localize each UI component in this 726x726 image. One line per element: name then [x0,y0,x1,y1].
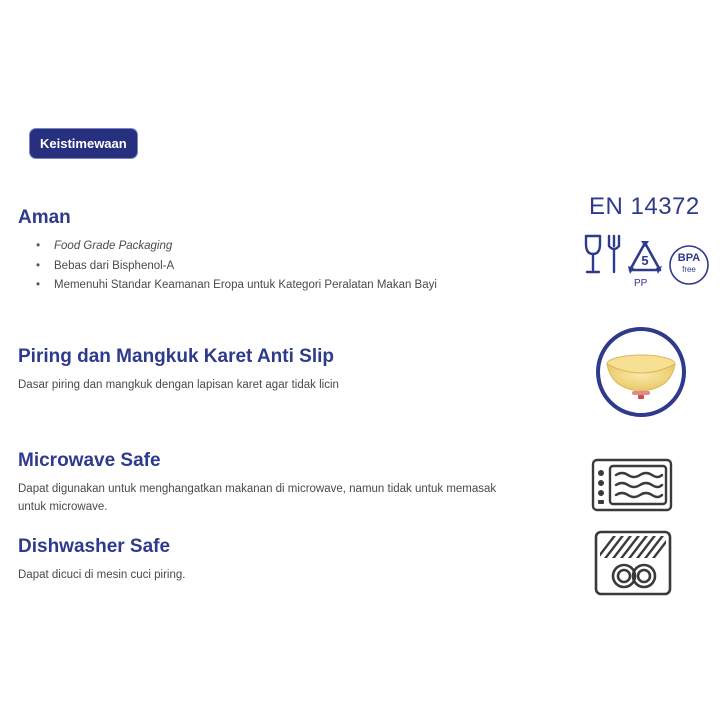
section-badge: Keistimewaan [30,129,137,158]
feature-title-anti-slip: Piring dan Mangkuk Karet Anti Slip [18,346,334,367]
feature-title-aman: Aman [18,207,71,228]
anti-slip-bowl-icon [594,325,688,419]
food-safe-glass-fork-icon [583,232,625,276]
bpa-sub-label: free [682,265,696,274]
en-standard-label: EN 14372 [589,193,700,220]
list-item: • Memenuhi Standar Keamanan Eropa untuk Kategori Peralatan Makan Bayi [36,276,437,296]
feature-description-anti-slip: Dasar piring dan mangkuk dengan lapisan karet agar tidak licin [18,379,339,391]
list-item: • Bebas dari Bisphenol-A [36,257,437,277]
microwave-icon [591,458,673,514]
recycle-label: PP [634,278,648,289]
feature-title-dishwasher: Dishwasher Safe [18,536,171,557]
feature-description-microwave [18,480,496,516]
recycle-pp-icon [625,238,665,278]
description-line: untuk microwave. [18,501,108,513]
list-item: • Food Grade Packaging [36,237,437,257]
dishwasher-icon [594,530,672,596]
recycle-number: 5 [641,253,649,268]
description-line: Dapat digunakan untuk menghangatkan makanan di microwave, namun tidak untuk memasak [18,483,497,495]
feature-title-microwave: Microwave Safe [18,450,161,471]
bpa-label: BPA [677,252,701,264]
aman-bullet-list [36,237,437,296]
feature-description-dishwasher: Dapat dicuci di mesin cuci piring. [18,569,186,581]
